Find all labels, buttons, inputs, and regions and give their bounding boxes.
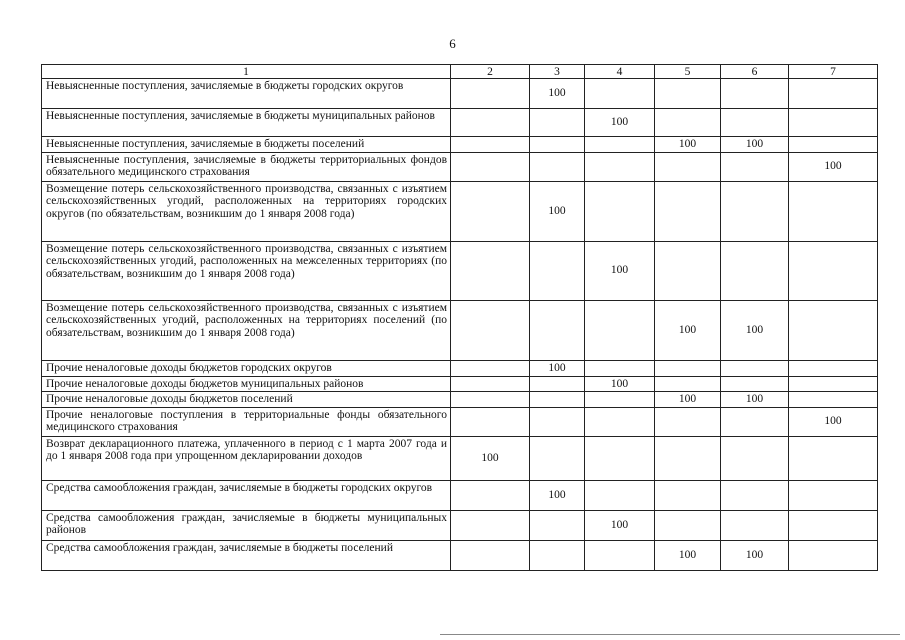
table-row [42, 480, 878, 510]
row-cell-col-2 [451, 376, 530, 392]
row-cell-col-3 [530, 109, 585, 137]
row-cell-col-4 [585, 392, 655, 408]
budget-table [41, 64, 878, 571]
row-cell-col-7 [789, 241, 878, 300]
footer-divider [440, 634, 900, 635]
row-cell-col-3: 100 [530, 480, 585, 510]
table-header-row [42, 65, 878, 79]
row-cell-col-4 [585, 79, 655, 109]
row-cell-col-5 [655, 480, 721, 510]
row-cell-col-6 [721, 376, 789, 392]
row-cell-col-5: 100 [655, 540, 721, 570]
table-row [42, 300, 878, 360]
row-cell-col-5 [655, 241, 721, 300]
table-row [42, 152, 878, 181]
row-cell-col-2 [451, 510, 530, 540]
row-description: Невыясненные поступления, зачисляемые в бюджеты территориальных фондов обязательного медицинского страхования [42, 152, 451, 181]
row-description: Прочие неналоговые доходы бюджетов городских округов [42, 360, 451, 376]
row-cell-col-2 [451, 480, 530, 510]
row-cell-col-6 [721, 510, 789, 540]
row-cell-col-6 [721, 181, 789, 241]
row-cell-col-2: 100 [451, 436, 530, 480]
row-cell-col-6: 100 [721, 392, 789, 408]
row-cell-col-3 [530, 137, 585, 153]
row-description: Невыясненные поступления, зачисляемые в бюджеты муниципальных районов [42, 109, 451, 137]
table-row [42, 79, 878, 109]
table-row [42, 360, 878, 376]
row-cell-col-7 [789, 79, 878, 109]
row-cell-col-3 [530, 510, 585, 540]
row-cell-col-7 [789, 392, 878, 408]
row-cell-col-5 [655, 360, 721, 376]
row-cell-col-4 [585, 360, 655, 376]
row-cell-col-6 [721, 152, 789, 181]
table-row [42, 407, 878, 436]
row-cell-col-4: 100 [585, 241, 655, 300]
row-cell-col-3: 100 [530, 181, 585, 241]
header-col-2: 2 [451, 65, 530, 79]
row-cell-col-7 [789, 436, 878, 480]
table-body [42, 65, 878, 571]
row-cell-col-3: 100 [530, 79, 585, 109]
row-cell-col-2 [451, 300, 530, 360]
row-cell-col-3 [530, 392, 585, 408]
row-cell-col-7 [789, 360, 878, 376]
table-row [42, 376, 878, 392]
row-cell-col-3 [530, 376, 585, 392]
row-cell-col-5 [655, 436, 721, 480]
header-col-1: 1 [42, 65, 451, 79]
row-cell-col-6 [721, 360, 789, 376]
page-number: 6 [449, 36, 456, 51]
header-col-6: 6 [721, 65, 789, 79]
row-description: Возмещение потерь сельскохозяйственного производства, связанных с изъятием сельскохозяйственных угодий, расположенных на территориях городских округов (по обязательствам, возникшим до 1 января 2008 года) [42, 181, 451, 241]
header-col-7: 7 [789, 65, 878, 79]
row-cell-col-6 [721, 480, 789, 510]
row-cell-col-5 [655, 109, 721, 137]
row-cell-col-6: 100 [721, 137, 789, 153]
row-cell-col-7 [789, 480, 878, 510]
row-description: Возмещение потерь сельскохозяйственного производства, связанных с изъятием сельскохозяйственных угодий, расположенных на территориях поселений (по обязательствам, возникшим до 1 января 2008 года) [42, 300, 451, 360]
table-row [42, 109, 878, 137]
row-cell-col-7 [789, 109, 878, 137]
row-cell-col-2 [451, 152, 530, 181]
row-cell-col-4: 100 [585, 376, 655, 392]
row-description: Невыясненные поступления, зачисляемые в бюджеты городских округов [42, 79, 451, 109]
row-cell-col-3 [530, 407, 585, 436]
header-col-4: 4 [585, 65, 655, 79]
row-cell-col-2 [451, 137, 530, 153]
row-cell-col-4 [585, 152, 655, 181]
row-cell-col-3 [530, 300, 585, 360]
row-cell-col-7 [789, 137, 878, 153]
table-row [42, 436, 878, 480]
row-description: Прочие неналоговые доходы бюджетов муниципальных районов [42, 376, 451, 392]
row-cell-col-3 [530, 152, 585, 181]
row-cell-col-5 [655, 376, 721, 392]
row-cell-col-4: 100 [585, 109, 655, 137]
row-cell-col-4 [585, 181, 655, 241]
row-cell-col-3 [530, 436, 585, 480]
row-cell-col-5 [655, 510, 721, 540]
row-cell-col-6 [721, 436, 789, 480]
row-cell-col-2 [451, 392, 530, 408]
row-cell-col-6 [721, 407, 789, 436]
row-cell-col-4 [585, 436, 655, 480]
table-row [42, 540, 878, 570]
row-cell-col-5 [655, 181, 721, 241]
row-cell-col-4 [585, 480, 655, 510]
row-cell-col-5 [655, 152, 721, 181]
row-cell-col-7: 100 [789, 407, 878, 436]
row-description: Прочие неналоговые поступления в территориальные фонды обязательного медицинского страхования [42, 407, 451, 436]
row-cell-col-4 [585, 540, 655, 570]
row-cell-col-2 [451, 181, 530, 241]
row-cell-col-2 [451, 79, 530, 109]
row-cell-col-7 [789, 510, 878, 540]
row-cell-col-5: 100 [655, 392, 721, 408]
row-cell-col-7 [789, 376, 878, 392]
table-row [42, 241, 878, 300]
row-cell-col-6 [721, 241, 789, 300]
row-description: Средства самообложения граждан, зачисляемые в бюджеты городских округов [42, 480, 451, 510]
table-row [42, 181, 878, 241]
table-row [42, 392, 878, 408]
row-cell-col-6 [721, 109, 789, 137]
row-description: Средства самообложения граждан, зачисляемые в бюджеты муниципальных районов [42, 510, 451, 540]
row-cell-col-2 [451, 540, 530, 570]
row-cell-col-4 [585, 407, 655, 436]
row-cell-col-2 [451, 241, 530, 300]
table-row [42, 510, 878, 540]
row-cell-col-6 [721, 79, 789, 109]
row-cell-col-5 [655, 407, 721, 436]
row-cell-col-7 [789, 300, 878, 360]
table-row [42, 137, 878, 153]
row-cell-col-6: 100 [721, 300, 789, 360]
row-cell-col-4 [585, 137, 655, 153]
row-cell-col-2 [451, 109, 530, 137]
row-description: Возврат декларационного платежа, уплаченного в период с 1 марта 2007 года и до 1 января 2008 года при упрощенном декларировании доходов [42, 436, 451, 480]
row-cell-col-4: 100 [585, 510, 655, 540]
row-cell-col-2 [451, 360, 530, 376]
row-description: Прочие неналоговые доходы бюджетов поселений [42, 392, 451, 408]
row-cell-col-7 [789, 540, 878, 570]
row-cell-col-7 [789, 181, 878, 241]
row-cell-col-3: 100 [530, 360, 585, 376]
row-cell-col-5 [655, 79, 721, 109]
row-cell-col-5: 100 [655, 137, 721, 153]
row-cell-col-5: 100 [655, 300, 721, 360]
row-cell-col-3 [530, 241, 585, 300]
row-cell-col-4 [585, 300, 655, 360]
row-cell-col-6: 100 [721, 540, 789, 570]
row-cell-col-2 [451, 407, 530, 436]
header-col-3: 3 [530, 65, 585, 79]
row-cell-col-3 [530, 540, 585, 570]
row-description: Возмещение потерь сельскохозяйственного производства, связанных с изъятием сельскохозяйственных угодий, расположенных на межселенных территориях (по обязательствам, возникшим до 1 января 2008 года) [42, 241, 451, 300]
row-description: Невыясненные поступления, зачисляемые в бюджеты поселений [42, 137, 451, 153]
row-description: Средства самообложения граждан, зачисляемые в бюджеты поселений [42, 540, 451, 570]
row-cell-col-7: 100 [789, 152, 878, 181]
header-col-5: 5 [655, 65, 721, 79]
